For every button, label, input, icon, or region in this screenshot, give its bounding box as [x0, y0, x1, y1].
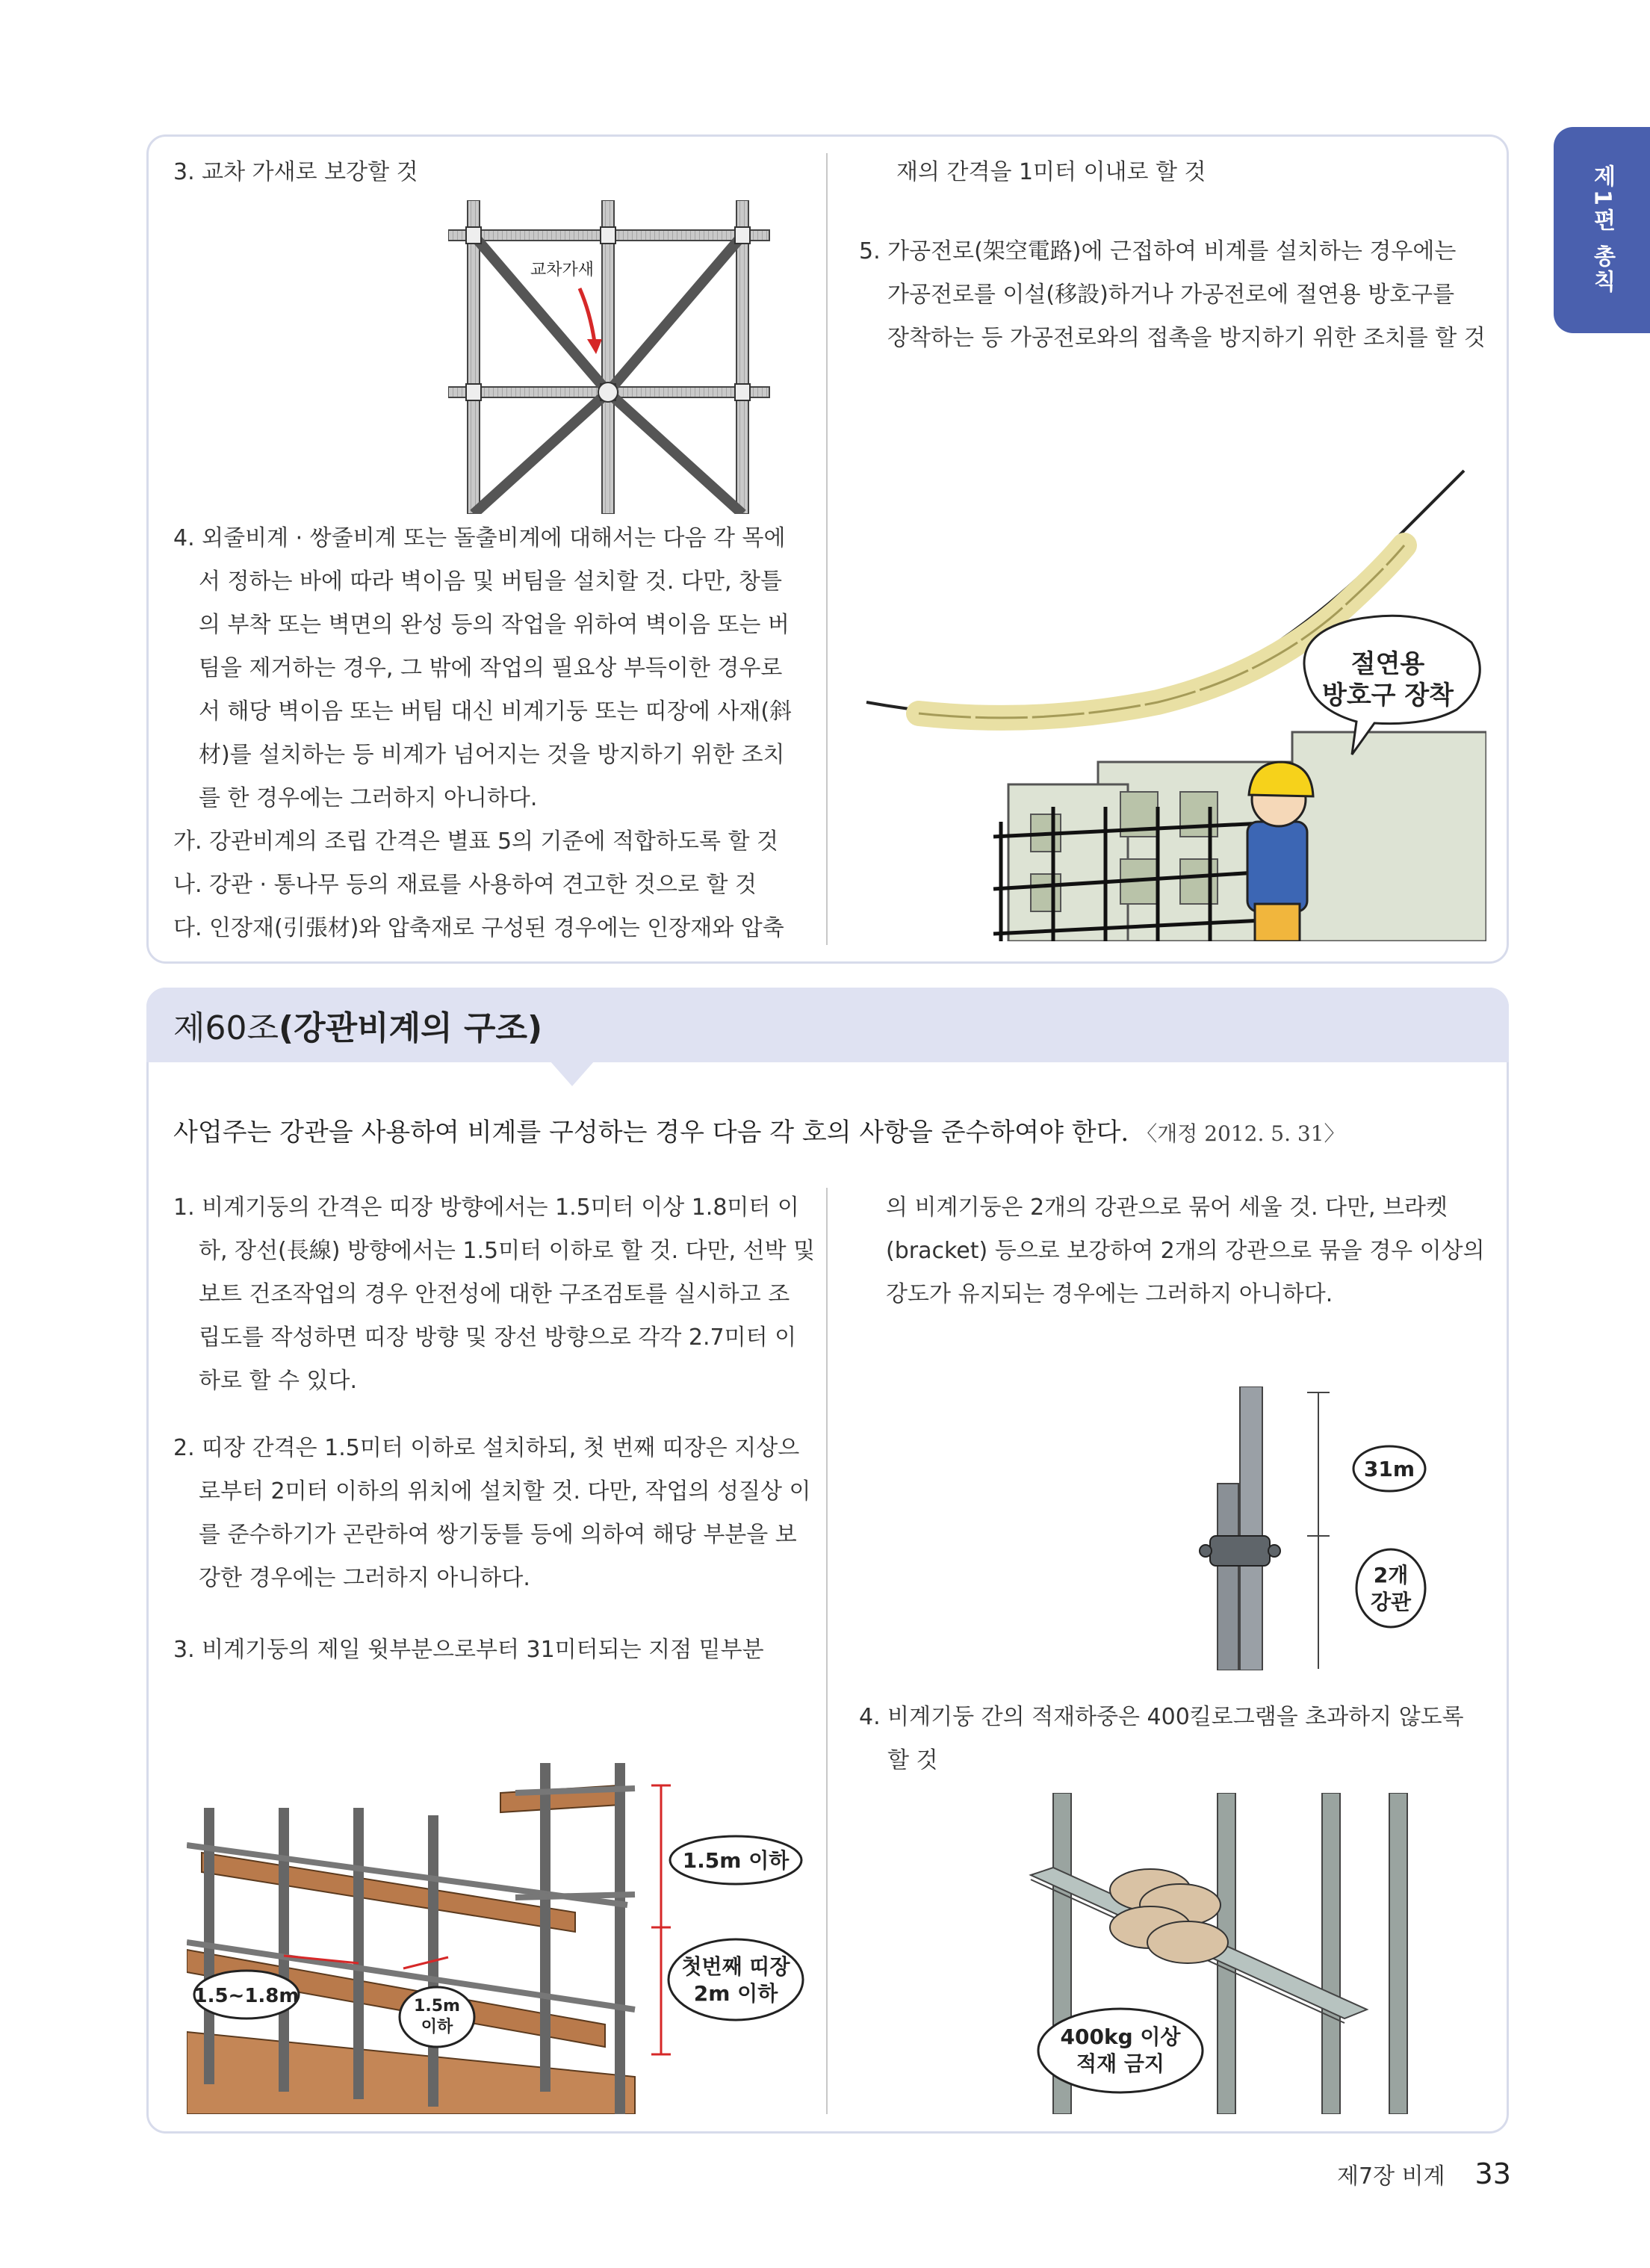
top-item-5-line: 5. 가공전로(架空電路)에 근접하여 비계를 설치하는 경우에는: [859, 238, 1457, 264]
page-number: 33: [1474, 2157, 1511, 2190]
sub-item-ga: 가. 강관비계의 조립 간격은 별표 5의 기준에 적합하도록 할 것: [173, 828, 778, 855]
top-right-continuation: [896, 151, 1494, 194]
bottom-column-divider: [826, 1188, 828, 2114]
page-footer: [1337, 2157, 1511, 2190]
sub-item-da: 다. 인장재(引張材)와 압축재로 구성된 경우에는 인장재와 압축: [173, 915, 784, 941]
load-limit-figure: [993, 1793, 1457, 2114]
chapter-side-tab[interactable]: [1554, 127, 1650, 333]
bottom-item-4-line: 할 것: [887, 1747, 938, 1773]
bottom-item-2: [173, 1427, 816, 1600]
bottom-item-1-line: 하로 할 수 있다.: [199, 1368, 358, 1394]
ledger-gap-text: 1.5m 이하: [682, 1848, 790, 1873]
article-lead: [173, 1112, 1488, 1148]
top-item-4-line: 의 부착 또는 벽면의 완성 등의 작업을 위하여 벽이음 또는 버: [199, 612, 790, 638]
load-warning-text-2: 적재 금지: [1076, 2051, 1164, 2076]
sub-item-na: 나. 강관 · 통나무 등의 재료를 사용하여 견고한 것으로 할 것: [173, 872, 757, 898]
article-header-pointer: [550, 1061, 595, 1086]
two-pipes-text-2: 강관: [1370, 1590, 1412, 1614]
top-item-4-line: 서 정하는 바에 따라 벽이음 및 버팀을 설치할 것. 다만, 창틀: [199, 568, 782, 595]
bottom-item-1-line: 하, 장선(長線) 방향에서는 1.5미터 이하로 할 것. 다만, 선박 및: [199, 1238, 816, 1264]
continuation-line: (bracket) 등으로 보강하여 2개의 강관으로 묶을 경우 이상의: [886, 1238, 1485, 1264]
height-dimension: [1307, 1392, 1330, 1669]
cross-bracing-figure: [448, 200, 777, 514]
chapter-name: 제7장 비계: [1337, 2163, 1445, 2190]
bubble-line-2: 방호구 장착: [1321, 681, 1454, 710]
top-item-5: [859, 230, 1494, 360]
bottom-item-4-line: 4. 비계기둥 간의 적재하중은 400킬로그램을 초과하지 않도록: [859, 1704, 1464, 1730]
top-column-divider: [826, 153, 828, 945]
cross-bracing-label: 교차가새: [530, 261, 595, 279]
steel-pipes: [1218, 1386, 1262, 1670]
label-post-spacing: [194, 1971, 300, 2018]
top-item-4-line: 서 해당 벽이음 또는 버팀 대신 비계기둥 또는 띠장에 사재(斜: [199, 698, 793, 725]
first-ledger-text-1: 첫번째 띠장: [681, 1954, 790, 1979]
chapter-side-tab-label: 제1편 총칙: [1589, 164, 1616, 296]
top-item-4-line: 4. 외줄비계 · 쌍줄비계 또는 돌출비계에 대해서는 다음 각 목에: [173, 525, 786, 551]
joist-spacing-text-2: 이하: [421, 2018, 453, 2036]
top-item-3-text: 3. 교차 가새로 보강할 것: [173, 159, 418, 185]
label-arrow-head: [587, 339, 602, 354]
height-label-text: 31m: [1363, 1457, 1415, 1481]
bottom-item-2-line: 를 준수하기가 곤란하여 쌍기둥틀 등에 의하여 해당 부분을 보: [199, 1522, 797, 1548]
label-first-ledger: [669, 1939, 803, 2020]
revision-note: 〈개정 2012. 5. 31〉: [1136, 1121, 1345, 1146]
top-item-4-line: 팀을 제거하는 경우, 그 밖에 작업의 필요상 부득이한 경우로: [199, 655, 783, 681]
post-spacing-text: 1.5~1.8m: [193, 1985, 300, 2007]
joist-spacing-text-1: 1.5m: [414, 1997, 460, 2016]
two-pipes-label: [1356, 1549, 1425, 1627]
article-heading: (강관비계의 구조): [279, 1009, 543, 1047]
article-title: [173, 1001, 542, 1049]
scaffold-spacing-figure: [187, 1763, 814, 2114]
coupler-clamp: [1200, 1536, 1280, 1566]
label-arrow: [580, 288, 595, 342]
vertical-posts: [468, 200, 748, 514]
bottom-item-3: [173, 1629, 816, 1672]
top-item-4: [173, 517, 816, 950]
top-item-4-line: 를 한 경우에는 그러하지 아니하다.: [199, 785, 538, 811]
label-ledger-gap: [670, 1836, 801, 1884]
bottom-item-1: [173, 1186, 816, 1403]
top-item-3: [173, 151, 418, 194]
continuation-line: 강도가 유지되는 경우에는 그러하지 아니하다.: [886, 1281, 1333, 1307]
first-ledger-text-2: 2m 이하: [693, 1981, 778, 2006]
bottom-item-2-line: 강한 경우에는 그러하지 아니하다.: [199, 1565, 530, 1591]
load-warning-bubble: [1038, 2009, 1203, 2092]
top-item-4-line: 材)를 설치하는 등 비계가 넘어지는 것을 방지하기 위한 조치: [199, 742, 785, 768]
insulation-cover-figure: [859, 463, 1486, 941]
double-pipe-figure: [1195, 1386, 1449, 1670]
bottom-item-3-text: 3. 비계기둥의 제일 윗부분으로부터 31미터되는 지점 밑부분: [173, 1637, 764, 1663]
sandbags: [1110, 1869, 1228, 1963]
bubble-line-1: 절연용: [1350, 649, 1425, 679]
bottom-item-4: [859, 1696, 1494, 1782]
article-number: 제60조: [173, 1009, 279, 1047]
label-joist-spacing: [400, 1987, 474, 2047]
height-label: [1353, 1446, 1425, 1491]
top-item-5-line: 가공전로를 이설(移設)하거나 가공전로에 절연용 방호구를: [887, 282, 1455, 308]
bottom-item-1-line: 립도를 작성하면 띠장 방향 및 장선 방향으로 각각 2.7미터 이: [199, 1324, 797, 1351]
bottom-item-2-line: 2. 띠장 간격은 1.5미터 이하로 설치하되, 첫 번째 띠장은 지상으: [173, 1435, 800, 1461]
article-lead-text: 사업주는 강관을 사용하여 비계를 구성하는 경우 다음 각 호의 사항을 준수하여야 한다.: [173, 1118, 1129, 1147]
bottom-item-2-line: 로부터 2미터 이하의 위치에 설치할 것. 다만, 작업의 성질상 이: [199, 1478, 811, 1505]
continuation-line: 의 비계기둥은 2개의 강관으로 묶어 세울 것. 다만, 브라켓: [886, 1195, 1448, 1221]
bottom-item-1-line: 보트 건조작업의 경우 안전성에 대한 구조검토를 실시하고 조: [199, 1281, 790, 1307]
continuation-text: 재의 간격을 1미터 이내로 할 것: [896, 159, 1206, 185]
top-item-5-line: 장착하는 등 가공전로와의 접촉을 방지하기 위한 조치를 할 것: [887, 325, 1486, 351]
load-warning-text-1: 400kg 이상: [1060, 2024, 1181, 2049]
two-pipes-text-1: 2개: [1373, 1563, 1409, 1587]
bottom-right-continuation: [886, 1186, 1498, 1316]
bottom-item-1-line: 1. 비계기둥의 간격은 띠장 방향에서는 1.5미터 이상 1.8미터 이: [173, 1195, 799, 1221]
